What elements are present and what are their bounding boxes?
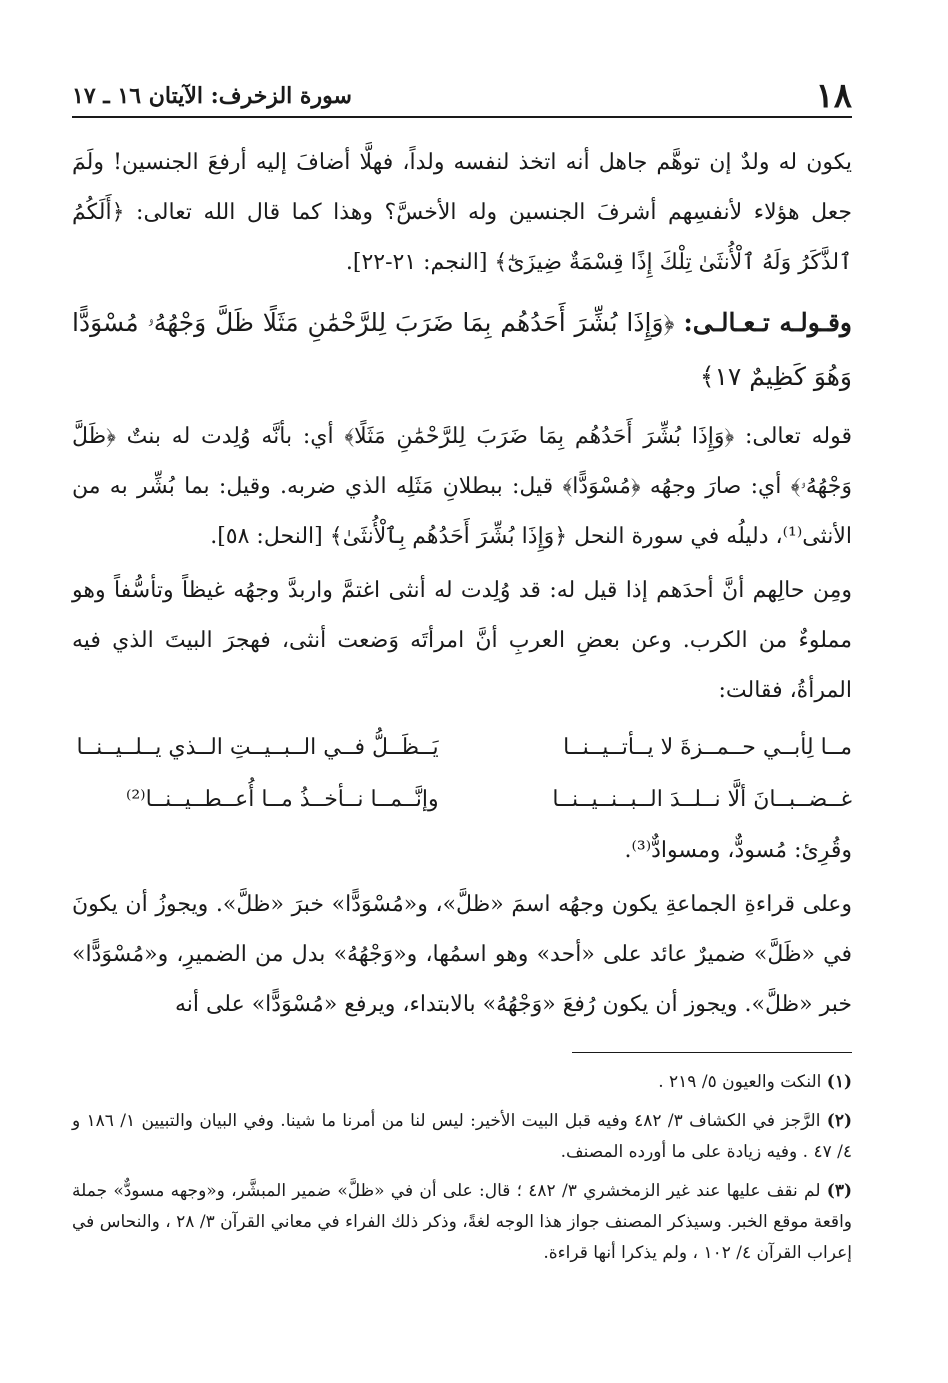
poem-line bbox=[72, 774, 852, 826]
verse-lead: وقـولـه تـعـالـى: bbox=[683, 308, 853, 337]
main-text bbox=[72, 138, 852, 1030]
poem-hemistich-right: غــضــبــانَ ألَّا نــلــدَ الــبــنــيــنــا bbox=[552, 787, 852, 812]
verse-heading bbox=[72, 296, 852, 404]
footnote bbox=[72, 1106, 852, 1168]
footnote-text: الرَّجز في الكشاف ٣/ ٤٨٢ وفيه قبل البيت الأخير: ليس لنا من أمرنا ما شينا. وفي البيان والتبيين ١/ ١٨٦ و ٤/ ٤٧ . وفيه زيادة على ما أورده المصنف. bbox=[72, 1111, 852, 1162]
poem-line bbox=[72, 722, 852, 774]
footnote-text: لم نقف عليها عند غير الزمخشري ٣/ ٤٨٢ ؛ قال: على أن في «ظلَّ» ضمير المبشَّر، و«وجهه مسودٌّ» جملة واقعة موقع الخبر. وسيذكر المصنف جواز هذا الوجه لغةً، وذكر ذلك الفراء في معاني القرآن ٣/ ٢٨ ، والنحاس في إعراب القرآن ٤/ ١٠٢ ، ولم يذكرا أنها قراءة. bbox=[72, 1181, 852, 1263]
footnote-number: (٣) bbox=[826, 1181, 853, 1201]
poem-hemistich-left: وإنَّــمــا نــأخــذُ مــا أُعــطــيــنــا⁽²⁾ bbox=[125, 787, 439, 812]
poem-hemistich-left: يَــظَــلُّ فــي الــبــيــتِ الــذي يــلــيــنــا bbox=[76, 735, 439, 760]
footnote-number: (٢) bbox=[826, 1111, 852, 1131]
paragraph-1: يكون له ولدٌ إن توهَّم جاهل أنه اتخذ لنفسه ولداً، فهلَّا أضافَ إليه أرفعَ الجنسين! ولَمَ جعل هؤلاء لأنفسِهم أشرفَ الجنسين وله الأخسَّ؟ وهذا كما قال الله تعالى: ﴿أَلَكُمُ ٱلذَّكَرُ وَلَهُ ٱلْأُنثَىٰ تِلْكَ إِذًا قِسْمَةٌ ضِيزَىٰٓ﴾ [النجم: ٢١-٢٢]. bbox=[72, 150, 852, 275]
footnote-text: النكت والعيون ٥/ ٢١٩ . bbox=[658, 1072, 822, 1092]
verse-text: ﴿وَإِذَا بُشِّرَ أَحَدُهُم بِمَا ضَرَبَ لِلرَّحْمَٰنِ مَثَلًا ظَلَّ وَجْهُهُۥ مُسْوَدًّا وَهُوَ كَظِيمٌ ١٧﴾ bbox=[72, 308, 852, 391]
running-title: سورة الزخرف: الآيتان ١٦ ـ ١٧ bbox=[72, 83, 352, 109]
paragraph-2: قوله تعالى: ﴿وَإِذَا بُشِّرَ أَحَدُهُم بِمَا ضَرَبَ لِلرَّحْمَٰنِ مَثَلًا﴾ أي: بأنَّه وُلِدت له بنتٌ ﴿ظَلَّ وَجْهُهُۥ﴾ أي: صارَ وجهُه ﴿مُسْوَدًّا﴾ قيل: ببطلانِ مَثَلِه الذي ضربه. وقيل: بما بُشِّر به من الأنثى⁽¹⁾، دليلُه في سورة النحل ﴿وَإِذَا بُشِّرَ أَحَدُهُم بِٱلْأُنثَىٰ﴾ [النحل: ٥٨]. bbox=[72, 424, 852, 549]
book-page bbox=[72, 68, 852, 1277]
footnote bbox=[72, 1176, 852, 1269]
footnote-divider bbox=[572, 1052, 852, 1053]
footnote bbox=[72, 1067, 852, 1098]
poem-hemistich-right: مــا لِأبــي حــمــزةَ لا يــأتــيــنــا bbox=[563, 735, 852, 760]
footnote-number: (١) bbox=[826, 1072, 852, 1092]
poem bbox=[72, 722, 852, 826]
paragraph-4: وقُرِئ: مُسودٌّ، ومسوادٌّ⁽³⁾. bbox=[624, 838, 852, 863]
page-header bbox=[72, 68, 852, 118]
page-number: ١٨ bbox=[815, 76, 852, 116]
footnotes bbox=[72, 1067, 852, 1269]
paragraph-3: ومِن حالِهم أنَّ أحدَهم إذا قيل له: قد وُلِدت له أنثى اغتمَّ واربدَّ وجهُه غيظاً وتأسُّفاً وهو مملوءٌ من الكرب. وعن بعضِ العربِ أنَّ امرأتَه وَضعت أنثى، فهجرَ البيتَ الذي فيه المرأةُ، فقالت: bbox=[72, 578, 852, 703]
paragraph-5: وعلى قراءةِ الجماعةِ يكون وجهُه اسمَ «ظلَّ»، و«مُسْوَدًّا» خبرَ «ظلَّ». ويجوزُ أن يكونَ في «ظَلَّ» ضميرٌ عائد على «أحد» وهو اسمُها، و«وَجْهُهُ» بدل من الضميرِ، و«مُسْوَدًّا» خبر «ظلَّ». ويجوز أن يكون رُفعَ «وَجْهُهُ» بالابتداء، ويرفع «مُسْوَدًّا» على أنه bbox=[72, 892, 852, 1017]
